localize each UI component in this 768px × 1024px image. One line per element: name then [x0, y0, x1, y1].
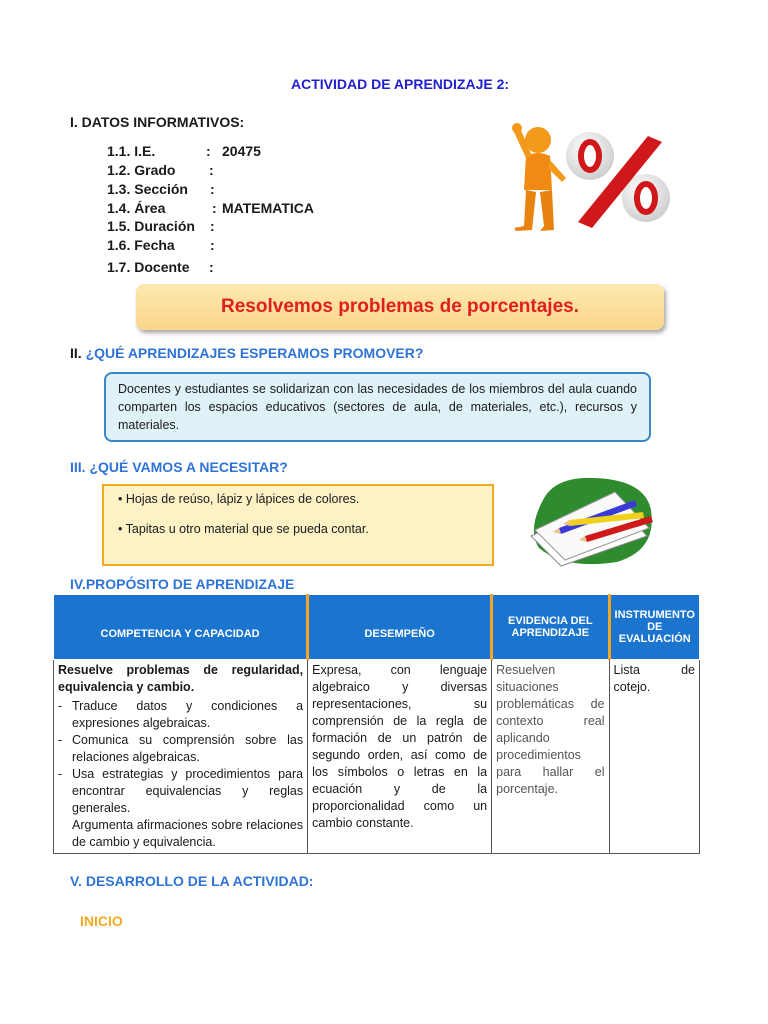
capacidad-extra: Argumenta afirmaciones sobre relaciones de cambio y equivalencia. — [72, 818, 304, 849]
info-value-ie: 20475 — [222, 143, 261, 159]
info-value-area: MATEMATICA — [222, 200, 315, 216]
section-2-number: II. — [70, 345, 82, 361]
section-5-number: V. — [70, 873, 82, 889]
info-colon: : — [212, 200, 217, 216]
section-2-heading — [70, 345, 423, 361]
cell-evidencia: Resuelven situaciones problemáticas de contexto real aplicando procedimientos para hallar el porcentaje. — [492, 660, 609, 854]
info-label-area: 1.4. Área — [107, 200, 166, 216]
info-label-seccion: 1.3. Sección — [107, 181, 188, 197]
learning-expectation-box: Docentes y estudiantes se solidarizan con las necesidades de los miembros del aula cuando comparten los espacios educativos (sectores de aula, de materiales, etc.), recursos y materiales. — [104, 372, 651, 442]
info-label-docente: 1.7. Docente — [107, 259, 190, 275]
info-label-duracion: 1.5. Duración — [107, 218, 195, 234]
info-colon: : — [210, 181, 215, 197]
capacidades-list — [58, 698, 303, 817]
header-instrumento: INSTRUMENTO DE EVALUACIÓN — [609, 595, 699, 660]
section-5-title: DESARROLLO DE LA ACTIVIDAD: — [85, 873, 314, 889]
header-evidencia: EVIDENCIA DEL APRENDIZAJE — [492, 595, 609, 660]
cell-competencia — [54, 660, 308, 854]
materials-box — [102, 484, 494, 566]
info-label-grado: 1.2. Grado — [107, 162, 176, 178]
info-colon: : — [210, 218, 215, 234]
section-4-heading: IV.PROPÓSITO DE APRENDIZAJE — [70, 576, 295, 592]
materials-item: • Hojas de reúso, lápiz y lápices de colores. — [118, 492, 360, 506]
section-3-title: ¿QUÉ VAMOS A NECESITAR? — [89, 459, 288, 475]
capacidad-item: - Usa estrategias y procedimientos para encontrar equivalencias y reglas generales. — [58, 766, 303, 817]
info-colon: : — [209, 162, 214, 178]
pencils-illustration-image — [525, 470, 660, 570]
table-row — [54, 660, 700, 854]
capacidad-item: - Comunica su comprensión sobre las relaciones algebraicas. — [58, 732, 303, 766]
section-5-heading — [70, 873, 313, 889]
info-colon: : — [206, 143, 211, 159]
info-label-fecha: 1.6. Fecha — [107, 237, 175, 253]
competencia-title: Resuelve problemas de regularidad, equivalencia y cambio. — [58, 663, 304, 694]
percent-illustration-image — [508, 118, 678, 236]
header-desempeno: DESEMPEÑO — [308, 595, 492, 660]
section-3-number: III. — [70, 459, 86, 475]
materials-item: • Tapitas u otro material que se pueda contar. — [118, 522, 369, 536]
info-label-ie: 1.1. I.E. — [107, 143, 156, 159]
cell-instrumento: Lista de cotejo. — [609, 660, 699, 854]
learning-purpose-table — [53, 594, 700, 854]
section-1-heading: I. DATOS INFORMATIVOS: — [70, 114, 245, 130]
inicio-heading: INICIO — [80, 913, 123, 929]
section-3-heading — [70, 459, 288, 475]
section-2-title: ¿QUÉ APRENDIZAJES ESPERAMOS PROMOVER? — [85, 345, 424, 361]
table-header-row — [54, 595, 700, 660]
capacidad-item: - Traduce datos y condiciones a expresiones algebraicas. — [58, 698, 303, 732]
info-colon: : — [210, 237, 215, 253]
cell-desempeno: Expresa, con lenguaje algebraico y diversas representaciones, su comprensión de la regla de formación de un patrón de segundo orden, así como de los símbolos o letras en la ecuación y de la proporcionalidad como un cambio constante. — [308, 660, 492, 854]
activity-banner: Resolvemos problemas de porcentajes. — [136, 284, 664, 330]
header-competencia: COMPETENCIA Y CAPACIDAD — [54, 595, 308, 660]
info-colon: : — [209, 259, 214, 275]
document-title: ACTIVIDAD DE APRENDIZAJE 2: — [290, 76, 510, 92]
